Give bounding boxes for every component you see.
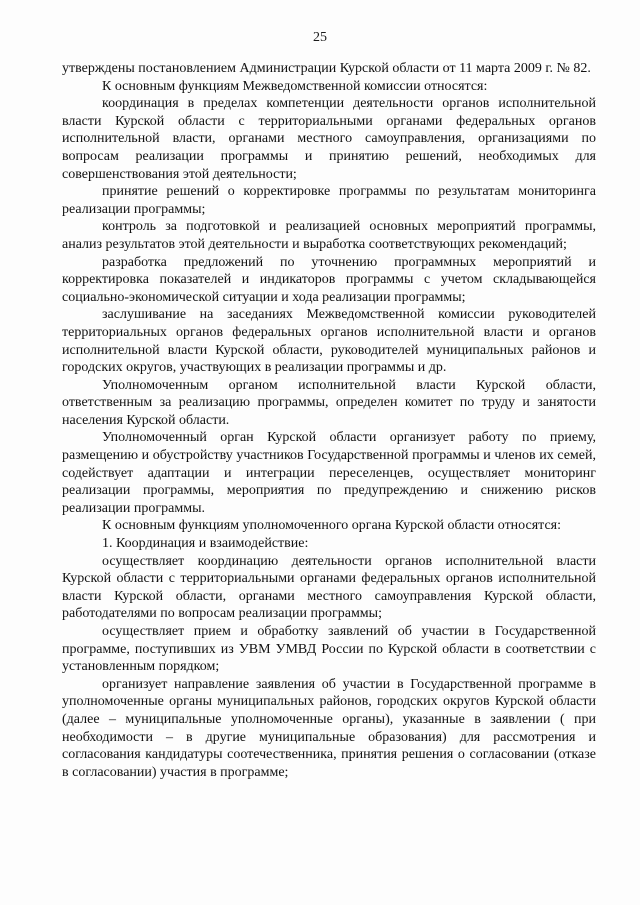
paragraph-continuation: утверждены постановлением Администрации Курской области от 11 марта 2009 г. № 82. [62, 61, 591, 76]
page-number: 25 [313, 30, 327, 45]
paragraph-hearings: заслушивание на заседаниях Межведомственной комиссии руководителей территориальных органов федеральных органов исполнительной власти и органов исполнительной власти Курской области, руководителей муниципальных районов и городских округов, участвующих в реализации программы и др. [62, 307, 596, 376]
paragraph-coordination-activities: осуществляет координацию деятельности органов исполнительной власти Курской области с территориальными органами федеральных органов исполнительной власти Курской области, органами местного самоуправления Курской области, работодателями по вопросам реализации программы; [62, 553, 596, 622]
paragraph-applications-processing: осуществляет прием и обработку заявлений об участии в Государственной программе, поступивших из УВМ УМВД России по Курской области в соответствии с установленным порядком; [62, 624, 596, 675]
paragraph-control: контроль за подготовкой и реализацией основных мероприятий программы, анализ результатов этой деятельности и выработка соответствующих рекомендаций; [62, 219, 596, 252]
paragraph-authorized-body: Уполномоченным органом исполнительной власти Курской области, ответственным за реализацию программы, определен комитет по труду и занятости населения Курской области. [62, 377, 596, 428]
document-body [62, 60, 596, 840]
paragraph-applications-forwarding: организует направление заявления об участии в Государственной программе в уполномоченные органы муниципальных районов, городских округов Курской области (далее – муниципальные уполномоченные органы), указанные в заявлении ( при необходимости – в другие муниципальные образования) для рассмотрения и согласования кандидатуры соотечественника, принятия решения о согласовании (отказе в согласовании) участия в программе; [62, 676, 596, 780]
paragraph-authorized-functions-intro: К основным функциям уполномоченного органа Курской области относятся: [102, 518, 562, 534]
paragraph-proposals: разработка предложений по уточнению программных мероприятий и корректировка показателей и индикаторов программы с учетом складывающейся социально-экономической ситуации и хода реализации программы; [62, 254, 596, 305]
paragraph-program-adjustment: принятие решений о корректировке программы по результатам мониторинга реализации программы; [62, 184, 596, 217]
paragraph-commission-functions-intro: К основным функциям Межведомственной комиссии относятся: [102, 78, 488, 94]
paragraph-section-1-heading: 1. Координация и взаимодействие: [102, 536, 309, 552]
paragraph-coordination: координация в пределах компетенции деятельности органов исполнительной власти Курской области с территориальными органами федеральных органов исполнительной власти, органами местного самоуправления, организациями по вопросам реализации программы и принятию решений, необходимых для совершенствования этой деятельности; [62, 96, 596, 182]
paragraph-authorized-body-work: Уполномоченный орган Курской области организует работу по приему, размещению и обустройству участников Государственной программы и членов их семей, содействует адаптации и интеграции переселенцев, осуществляет мониторинг реализации программы, мероприятия по предупреждению и снижению рисков реализации программы. [62, 430, 596, 516]
